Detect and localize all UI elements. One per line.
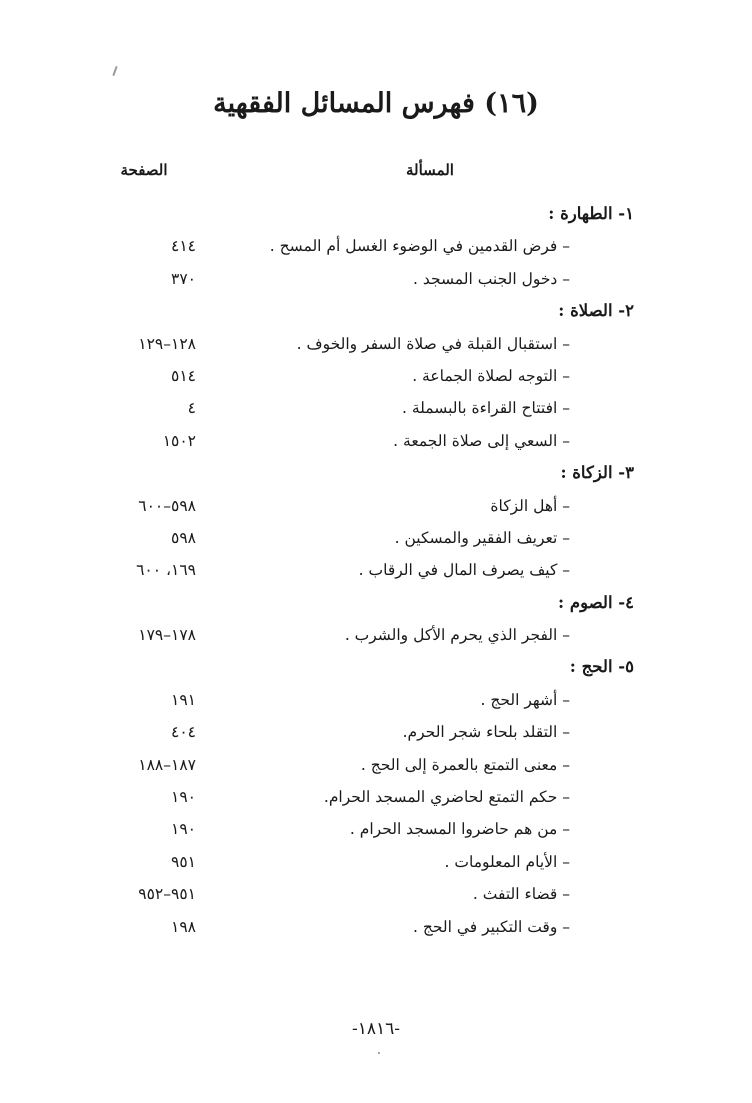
- index-entry: [0, 554, 752, 586]
- entry-page-number: ٥٩٨: [171, 528, 196, 547]
- index-entry: [0, 911, 752, 943]
- index-entry: [0, 392, 752, 424]
- index-entry: [0, 328, 752, 360]
- entry-text: – افتتاح القراءة بالبسملة .: [402, 399, 570, 418]
- entry-page-number: ٤١٤: [171, 237, 196, 256]
- section-heading: [0, 457, 752, 489]
- entry-page-number: ١٦٩، ٦٠٠: [136, 561, 196, 580]
- section-title: ١- الطهارة :: [548, 204, 634, 223]
- entry-text: – من هم حاضروا المسجد الحرام .: [349, 820, 570, 839]
- entry-text: – وقت التكبير في الحج .: [413, 917, 570, 936]
- entry-text: – التوجه لصلاة الجماعة .: [412, 366, 570, 385]
- entry-page-number: ١٧٨–١٧٩: [138, 626, 196, 645]
- index-entry: [0, 619, 752, 651]
- index-entry: [0, 846, 752, 878]
- entry-page-number: ١٢٨–١٢٩: [138, 334, 196, 353]
- index-entry: [0, 263, 752, 295]
- index-list: [0, 198, 752, 943]
- entry-text: – الأيام المعلومات .: [444, 852, 570, 871]
- entry-text: – أشهر الحج .: [480, 690, 570, 709]
- entry-page-number: ٥١٤: [171, 366, 196, 385]
- entry-page-number: ٣٧٠: [171, 269, 196, 288]
- entry-page-number: ٩٥١–٩٥٢: [138, 885, 196, 904]
- entry-page-number: ٤٠٤: [171, 723, 196, 742]
- index-entry: [0, 716, 752, 748]
- entry-text: – تعريف الفقير والمسكين .: [394, 528, 570, 547]
- scan-mark: [112, 66, 117, 76]
- index-entry: [0, 522, 752, 554]
- scan-dot: [378, 1052, 380, 1054]
- index-entry: [0, 781, 752, 813]
- entry-text: – معنى التمتع بالعمرة إلى الحج .: [360, 755, 570, 774]
- entry-page-number: ١٨٧–١٨٨: [138, 755, 196, 774]
- entry-text: – حكم التمتع لحاضري المسجد الحرام.: [323, 788, 570, 807]
- entry-page-number: ٥٩٨–٦٠٠: [138, 496, 196, 515]
- section-heading: [0, 295, 752, 327]
- entry-text: – السعي إلى صلاة الجمعة .: [393, 431, 570, 450]
- entry-text: – كيف يصرف المال في الرقاب .: [358, 561, 570, 580]
- entry-page-number: ٩٥١: [171, 852, 196, 871]
- section-title: ٣- الزكاة :: [560, 463, 634, 483]
- page-number: -١٨١٦-: [351, 1019, 401, 1039]
- entry-text: – فرض القدمين في الوضوء الغسل أم المسح .: [269, 237, 570, 256]
- entry-page-number: ١٥٠٢: [162, 431, 196, 450]
- section-title: ٥- الحج :: [569, 657, 634, 677]
- page-title: (١٦) فهرس المسائل الفقهية: [213, 88, 539, 119]
- entry-page-number: ١٩٠: [171, 788, 196, 807]
- index-entry: [0, 749, 752, 781]
- entry-page-number: ١٩٨: [171, 917, 196, 936]
- index-entry: [0, 360, 752, 392]
- index-entry: [0, 425, 752, 457]
- index-entry: [0, 230, 752, 262]
- entry-page-number: ١٩١: [171, 690, 196, 709]
- column-header-question: المسألة: [406, 161, 454, 179]
- section-heading: [0, 587, 752, 619]
- entry-text: – دخول الجنب المسجد .: [412, 269, 570, 288]
- entry-page-number: ١٩٠: [171, 820, 196, 839]
- index-entry: [0, 813, 752, 845]
- index-entry: [0, 490, 752, 522]
- entry-text: – قضاء التفث .: [472, 885, 570, 904]
- entry-text: – التقلد بلحاء شجر الحرم.: [402, 723, 570, 742]
- section-title: ٢- الصلاة :: [558, 301, 634, 321]
- entry-text: – الفجر الذي يحرم الأكل والشرب .: [344, 626, 570, 645]
- column-header-page: الصفحة: [120, 161, 168, 179]
- index-entry: [0, 878, 752, 910]
- entry-text: – استقبال القبلة في صلاة السفر والخوف .: [296, 334, 570, 353]
- entry-page-number: ٤: [187, 399, 196, 418]
- section-heading: [0, 198, 752, 230]
- section-title: ٤- الصوم :: [558, 592, 634, 612]
- entry-text: – أهل الزكاة: [490, 496, 570, 515]
- section-heading: [0, 651, 752, 683]
- index-entry: [0, 684, 752, 716]
